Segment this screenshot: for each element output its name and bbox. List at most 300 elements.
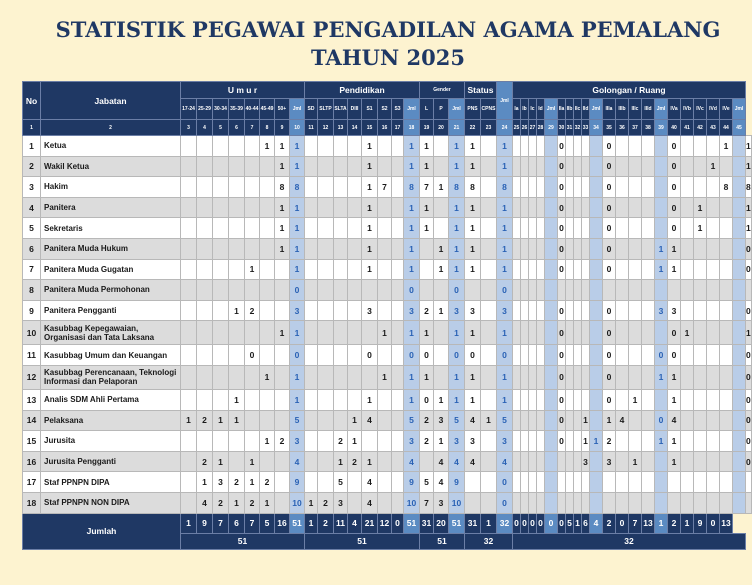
data-cell: 1 (582, 410, 590, 431)
data-cell (348, 238, 362, 259)
header-status-sub: PNS (465, 99, 481, 120)
data-cell: 0 (655, 345, 668, 366)
data-cell (707, 389, 720, 410)
data-cell: 0 (746, 410, 752, 431)
data-cell: 5 (334, 472, 348, 493)
data-cell (655, 280, 668, 301)
data-cell: 1 (404, 259, 420, 280)
data-cell (181, 280, 197, 301)
data-cell: 1 (465, 197, 481, 218)
data-cell (229, 365, 245, 389)
data-cell: 1 (746, 197, 752, 218)
data-cell (655, 492, 668, 513)
footer-total-cell: 51 (449, 513, 465, 533)
data-cell (197, 136, 213, 157)
data-cell (481, 197, 497, 218)
footer-total-cell: 7 (629, 513, 642, 533)
data-cell (521, 431, 529, 452)
data-cell: 0 (668, 136, 681, 157)
data-cell (513, 156, 521, 177)
row-number: 16 (23, 451, 41, 472)
data-cell: 3 (655, 300, 668, 321)
data-cell: 1 (434, 177, 449, 198)
footer-total-cell: 9 (694, 513, 707, 533)
data-cell (181, 177, 197, 198)
data-cell (197, 238, 213, 259)
data-cell (513, 259, 521, 280)
data-cell: 1 (449, 136, 465, 157)
data-cell (629, 156, 642, 177)
header-pendidikan-sub: S2 (378, 99, 392, 120)
data-cell: 1 (465, 321, 481, 345)
data-cell: 0 (668, 321, 681, 345)
data-cell: 1 (229, 300, 245, 321)
data-cell (707, 300, 720, 321)
data-cell: 2 (348, 451, 362, 472)
data-cell: 1 (707, 156, 720, 177)
data-cell: 1 (362, 156, 378, 177)
footer-total-cell: 4 (590, 513, 603, 533)
data-cell (629, 431, 642, 452)
column-number: 4 (197, 120, 213, 136)
data-cell: 0 (558, 345, 566, 366)
data-cell (642, 321, 655, 345)
data-cell (720, 472, 733, 493)
header-pendidikan-sub: SD (305, 99, 318, 120)
data-cell (537, 218, 545, 239)
column-number: 31 (566, 120, 574, 136)
data-cell (582, 389, 590, 410)
data-cell: 0 (746, 259, 752, 280)
data-cell: 1 (229, 492, 245, 513)
data-cell (513, 365, 521, 389)
data-cell (694, 156, 707, 177)
data-cell (378, 472, 392, 493)
data-cell: 1 (245, 259, 260, 280)
data-cell (521, 280, 529, 301)
data-cell: 8 (275, 177, 290, 198)
data-cell (260, 345, 275, 366)
data-cell (305, 177, 318, 198)
data-cell: 1 (668, 365, 681, 389)
data-cell (245, 431, 260, 452)
data-cell (566, 218, 574, 239)
data-cell (590, 156, 603, 177)
data-cell (392, 321, 404, 345)
footer-total-cell: 6 (582, 513, 590, 533)
data-cell (392, 177, 404, 198)
data-cell (681, 451, 694, 472)
data-cell (318, 280, 334, 301)
header-golongan-sub: IIIc (629, 99, 642, 120)
title-line-1: STATISTIK PEGAWAI PENGADILAN AGAMA PEMALANG (55, 17, 721, 42)
table-row (23, 365, 752, 389)
data-cell: 1 (404, 238, 420, 259)
footer-total-cell: 7 (213, 513, 229, 533)
data-cell (334, 365, 348, 389)
data-cell (720, 300, 733, 321)
data-cell (521, 156, 529, 177)
footer-total-cell: 11 (334, 513, 348, 533)
header-umur-sub: 25-29 (197, 99, 213, 120)
data-cell: 1 (229, 389, 245, 410)
data-cell (545, 136, 558, 157)
footer-label: Jumlah (23, 513, 181, 549)
data-cell (318, 365, 334, 389)
data-cell (707, 177, 720, 198)
data-cell: 0 (497, 280, 513, 301)
data-cell (642, 451, 655, 472)
data-cell (229, 177, 245, 198)
footer-total-cell: 31 (420, 513, 434, 533)
data-cell (305, 410, 318, 431)
data-cell (260, 197, 275, 218)
data-cell: 2 (275, 431, 290, 452)
data-cell (275, 300, 290, 321)
data-cell (681, 389, 694, 410)
data-cell (348, 492, 362, 513)
data-cell (545, 197, 558, 218)
data-cell (197, 259, 213, 280)
footer-total-cell: 0 (392, 513, 404, 533)
data-cell: 1 (720, 136, 733, 157)
data-cell (529, 492, 537, 513)
data-cell (245, 218, 260, 239)
row-number: 17 (23, 472, 41, 493)
header-status: Status (465, 82, 497, 99)
grand-total-status: 32 (465, 533, 513, 549)
data-cell (537, 259, 545, 280)
header-pendidikan: Pendidikan (305, 82, 420, 99)
data-cell (465, 280, 481, 301)
data-cell (181, 451, 197, 472)
row-jabatan: Sekretaris (41, 218, 181, 239)
data-cell (694, 345, 707, 366)
data-cell (275, 280, 290, 301)
data-cell (513, 197, 521, 218)
data-cell (392, 410, 404, 431)
data-cell (566, 321, 574, 345)
data-cell (348, 218, 362, 239)
data-cell (213, 218, 229, 239)
data-cell (733, 280, 746, 301)
data-cell: 1 (497, 365, 513, 389)
data-cell (521, 451, 529, 472)
data-cell (720, 365, 733, 389)
data-cell: 1 (420, 321, 434, 345)
data-cell: 1 (465, 156, 481, 177)
data-cell (197, 156, 213, 177)
data-cell (260, 321, 275, 345)
data-cell: 5 (497, 410, 513, 431)
data-cell (574, 451, 582, 472)
data-cell: 0 (497, 472, 513, 493)
data-cell: 1 (275, 197, 290, 218)
footer-total-cell: 1 (481, 513, 497, 533)
data-cell: 0 (603, 136, 616, 157)
data-cell: 0 (746, 365, 752, 389)
data-cell (642, 156, 655, 177)
header-gender-sub: P (434, 99, 449, 120)
data-cell: 3 (434, 410, 449, 431)
data-cell: 0 (655, 410, 668, 431)
data-cell (720, 321, 733, 345)
header-golongan-sub: Ib (521, 99, 529, 120)
data-cell (629, 345, 642, 366)
data-cell (529, 451, 537, 472)
data-cell (574, 238, 582, 259)
data-cell: 1 (362, 238, 378, 259)
data-cell (558, 492, 566, 513)
data-cell: 3 (434, 492, 449, 513)
data-cell (229, 197, 245, 218)
header-pendidikan-sub: SLTA (334, 99, 348, 120)
data-cell (537, 238, 545, 259)
data-cell (481, 492, 497, 513)
data-cell: 0 (558, 389, 566, 410)
data-cell (590, 177, 603, 198)
data-cell: 1 (449, 365, 465, 389)
data-cell (582, 218, 590, 239)
data-cell (537, 345, 545, 366)
data-cell (720, 218, 733, 239)
data-cell (694, 410, 707, 431)
data-cell: 0 (449, 345, 465, 366)
data-cell: 1 (362, 197, 378, 218)
data-cell (305, 259, 318, 280)
data-cell (603, 280, 616, 301)
data-cell (746, 280, 752, 301)
data-cell: 1 (404, 389, 420, 410)
row-jabatan: Analis SDM Ahli Pertama (41, 389, 181, 410)
header-umur-sub: Jml (290, 99, 305, 120)
data-cell: 1 (197, 472, 213, 493)
data-cell: 1 (465, 365, 481, 389)
data-cell: 0 (668, 197, 681, 218)
data-cell: 0 (603, 197, 616, 218)
data-cell: 3 (668, 300, 681, 321)
data-cell (521, 136, 529, 157)
data-cell: 5 (290, 410, 305, 431)
data-cell (707, 218, 720, 239)
data-cell (378, 451, 392, 472)
data-cell (629, 472, 642, 493)
data-cell (694, 321, 707, 345)
table-row (23, 238, 752, 259)
data-cell (707, 410, 720, 431)
data-cell: 0 (603, 389, 616, 410)
data-cell: 10 (404, 492, 420, 513)
data-cell (392, 156, 404, 177)
data-cell (529, 365, 537, 389)
data-cell (537, 156, 545, 177)
data-cell: 4 (465, 410, 481, 431)
row-number: 10 (23, 321, 41, 345)
data-cell (305, 280, 318, 301)
data-cell (566, 156, 574, 177)
data-cell: 0 (558, 218, 566, 239)
data-cell (529, 197, 537, 218)
data-cell: 0 (497, 345, 513, 366)
grand-total-golongan: 32 (513, 533, 746, 549)
data-cell (229, 218, 245, 239)
data-cell (574, 492, 582, 513)
row-number: 2 (23, 156, 41, 177)
data-cell (305, 197, 318, 218)
data-cell (574, 156, 582, 177)
row-number: 8 (23, 280, 41, 301)
data-cell (197, 389, 213, 410)
data-cell: 8 (465, 177, 481, 198)
header-gender-sub: L (420, 99, 434, 120)
data-cell: 8 (497, 177, 513, 198)
data-cell (513, 410, 521, 431)
data-cell (181, 197, 197, 218)
footer-total-cell: 21 (362, 513, 378, 533)
footer-total-cell: 6 (229, 513, 245, 533)
grand-total-gender: 51 (420, 533, 465, 549)
data-cell (378, 197, 392, 218)
header-pendidikan-sub: S3 (392, 99, 404, 120)
data-cell: 1 (181, 410, 197, 431)
data-cell (305, 451, 318, 472)
data-cell (229, 345, 245, 366)
header-golongan-sub: Jml (545, 99, 558, 120)
data-cell (655, 389, 668, 410)
data-cell (566, 451, 574, 472)
header-jabatan: Jabatan (41, 82, 181, 120)
data-cell (681, 238, 694, 259)
data-cell (197, 300, 213, 321)
data-cell (642, 300, 655, 321)
data-cell (348, 472, 362, 493)
data-cell (318, 431, 334, 452)
data-cell: 4 (362, 410, 378, 431)
data-cell (378, 136, 392, 157)
data-cell: 1 (362, 259, 378, 280)
data-cell: 0 (558, 365, 566, 389)
data-cell: 1 (260, 492, 275, 513)
data-cell (733, 259, 746, 280)
data-cell (275, 365, 290, 389)
data-cell (392, 492, 404, 513)
column-number: 26 (521, 120, 529, 136)
data-cell: 1 (362, 218, 378, 239)
data-cell (305, 365, 318, 389)
table-row (23, 389, 752, 410)
data-cell (733, 365, 746, 389)
header-pendidikan-sub: SLTP (318, 99, 334, 120)
footer-total-cell: 32 (497, 513, 513, 533)
data-cell (378, 259, 392, 280)
data-cell (582, 259, 590, 280)
table-row (23, 218, 752, 239)
data-cell: 1 (348, 431, 362, 452)
data-cell: 1 (275, 156, 290, 177)
data-cell (305, 431, 318, 452)
data-cell: 8 (404, 177, 420, 198)
footer-total-cell: 51 (404, 513, 420, 533)
data-cell (245, 321, 260, 345)
data-cell: 0 (558, 300, 566, 321)
data-cell: 1 (449, 156, 465, 177)
data-cell (537, 410, 545, 431)
data-cell (574, 300, 582, 321)
footer-total-cell: 2 (668, 513, 681, 533)
data-cell (574, 197, 582, 218)
data-cell (566, 136, 574, 157)
data-cell: 1 (404, 218, 420, 239)
data-cell (574, 431, 582, 452)
footer-total-cell: 31 (465, 513, 481, 533)
data-cell (392, 389, 404, 410)
data-cell: 1 (420, 156, 434, 177)
data-cell (513, 321, 521, 345)
footer-total-cell: 0 (545, 513, 558, 533)
column-number: 40 (668, 120, 681, 136)
data-cell (616, 300, 629, 321)
row-jabatan: Panitera Muda Gugatan (41, 259, 181, 280)
header-umur-sub: 50+ (275, 99, 290, 120)
data-cell: 1 (404, 156, 420, 177)
data-cell: 1 (681, 321, 694, 345)
data-cell (260, 280, 275, 301)
data-cell: 1 (434, 238, 449, 259)
data-cell (513, 389, 521, 410)
data-cell (616, 177, 629, 198)
header-gender: Gender (420, 82, 465, 99)
data-cell: 0 (746, 451, 752, 472)
row-number: 5 (23, 218, 41, 239)
data-cell: 5 (404, 410, 420, 431)
header-golongan-sub: Ic (529, 99, 537, 120)
data-cell (590, 280, 603, 301)
row-number: 18 (23, 492, 41, 513)
data-cell (574, 177, 582, 198)
header-golongan-sub: IVa (668, 99, 681, 120)
footer-total-cell: 0 (537, 513, 545, 533)
data-cell: 3 (497, 431, 513, 452)
data-cell (229, 280, 245, 301)
data-cell (245, 365, 260, 389)
data-cell: 0 (603, 300, 616, 321)
data-cell: 4 (197, 492, 213, 513)
row-jabatan: Kasubbag Umum dan Keuangan (41, 345, 181, 366)
data-cell: 1 (629, 451, 642, 472)
column-number: 11 (305, 120, 318, 136)
data-cell (420, 259, 434, 280)
data-cell (181, 136, 197, 157)
data-cell (513, 472, 521, 493)
data-cell (260, 300, 275, 321)
footer-total-cell: 0 (529, 513, 537, 533)
data-cell (521, 259, 529, 280)
data-cell (642, 345, 655, 366)
data-cell (513, 451, 521, 472)
footer-total-cell: 1 (655, 513, 668, 533)
header-golongan-sub: IVe (720, 99, 733, 120)
data-cell (392, 365, 404, 389)
data-cell: 2 (260, 472, 275, 493)
page-title (0, 16, 752, 72)
data-cell: 1 (362, 451, 378, 472)
data-cell (616, 280, 629, 301)
data-cell (378, 410, 392, 431)
data-cell (616, 156, 629, 177)
data-cell: 4 (362, 492, 378, 513)
data-cell (733, 472, 746, 493)
data-cell (642, 472, 655, 493)
